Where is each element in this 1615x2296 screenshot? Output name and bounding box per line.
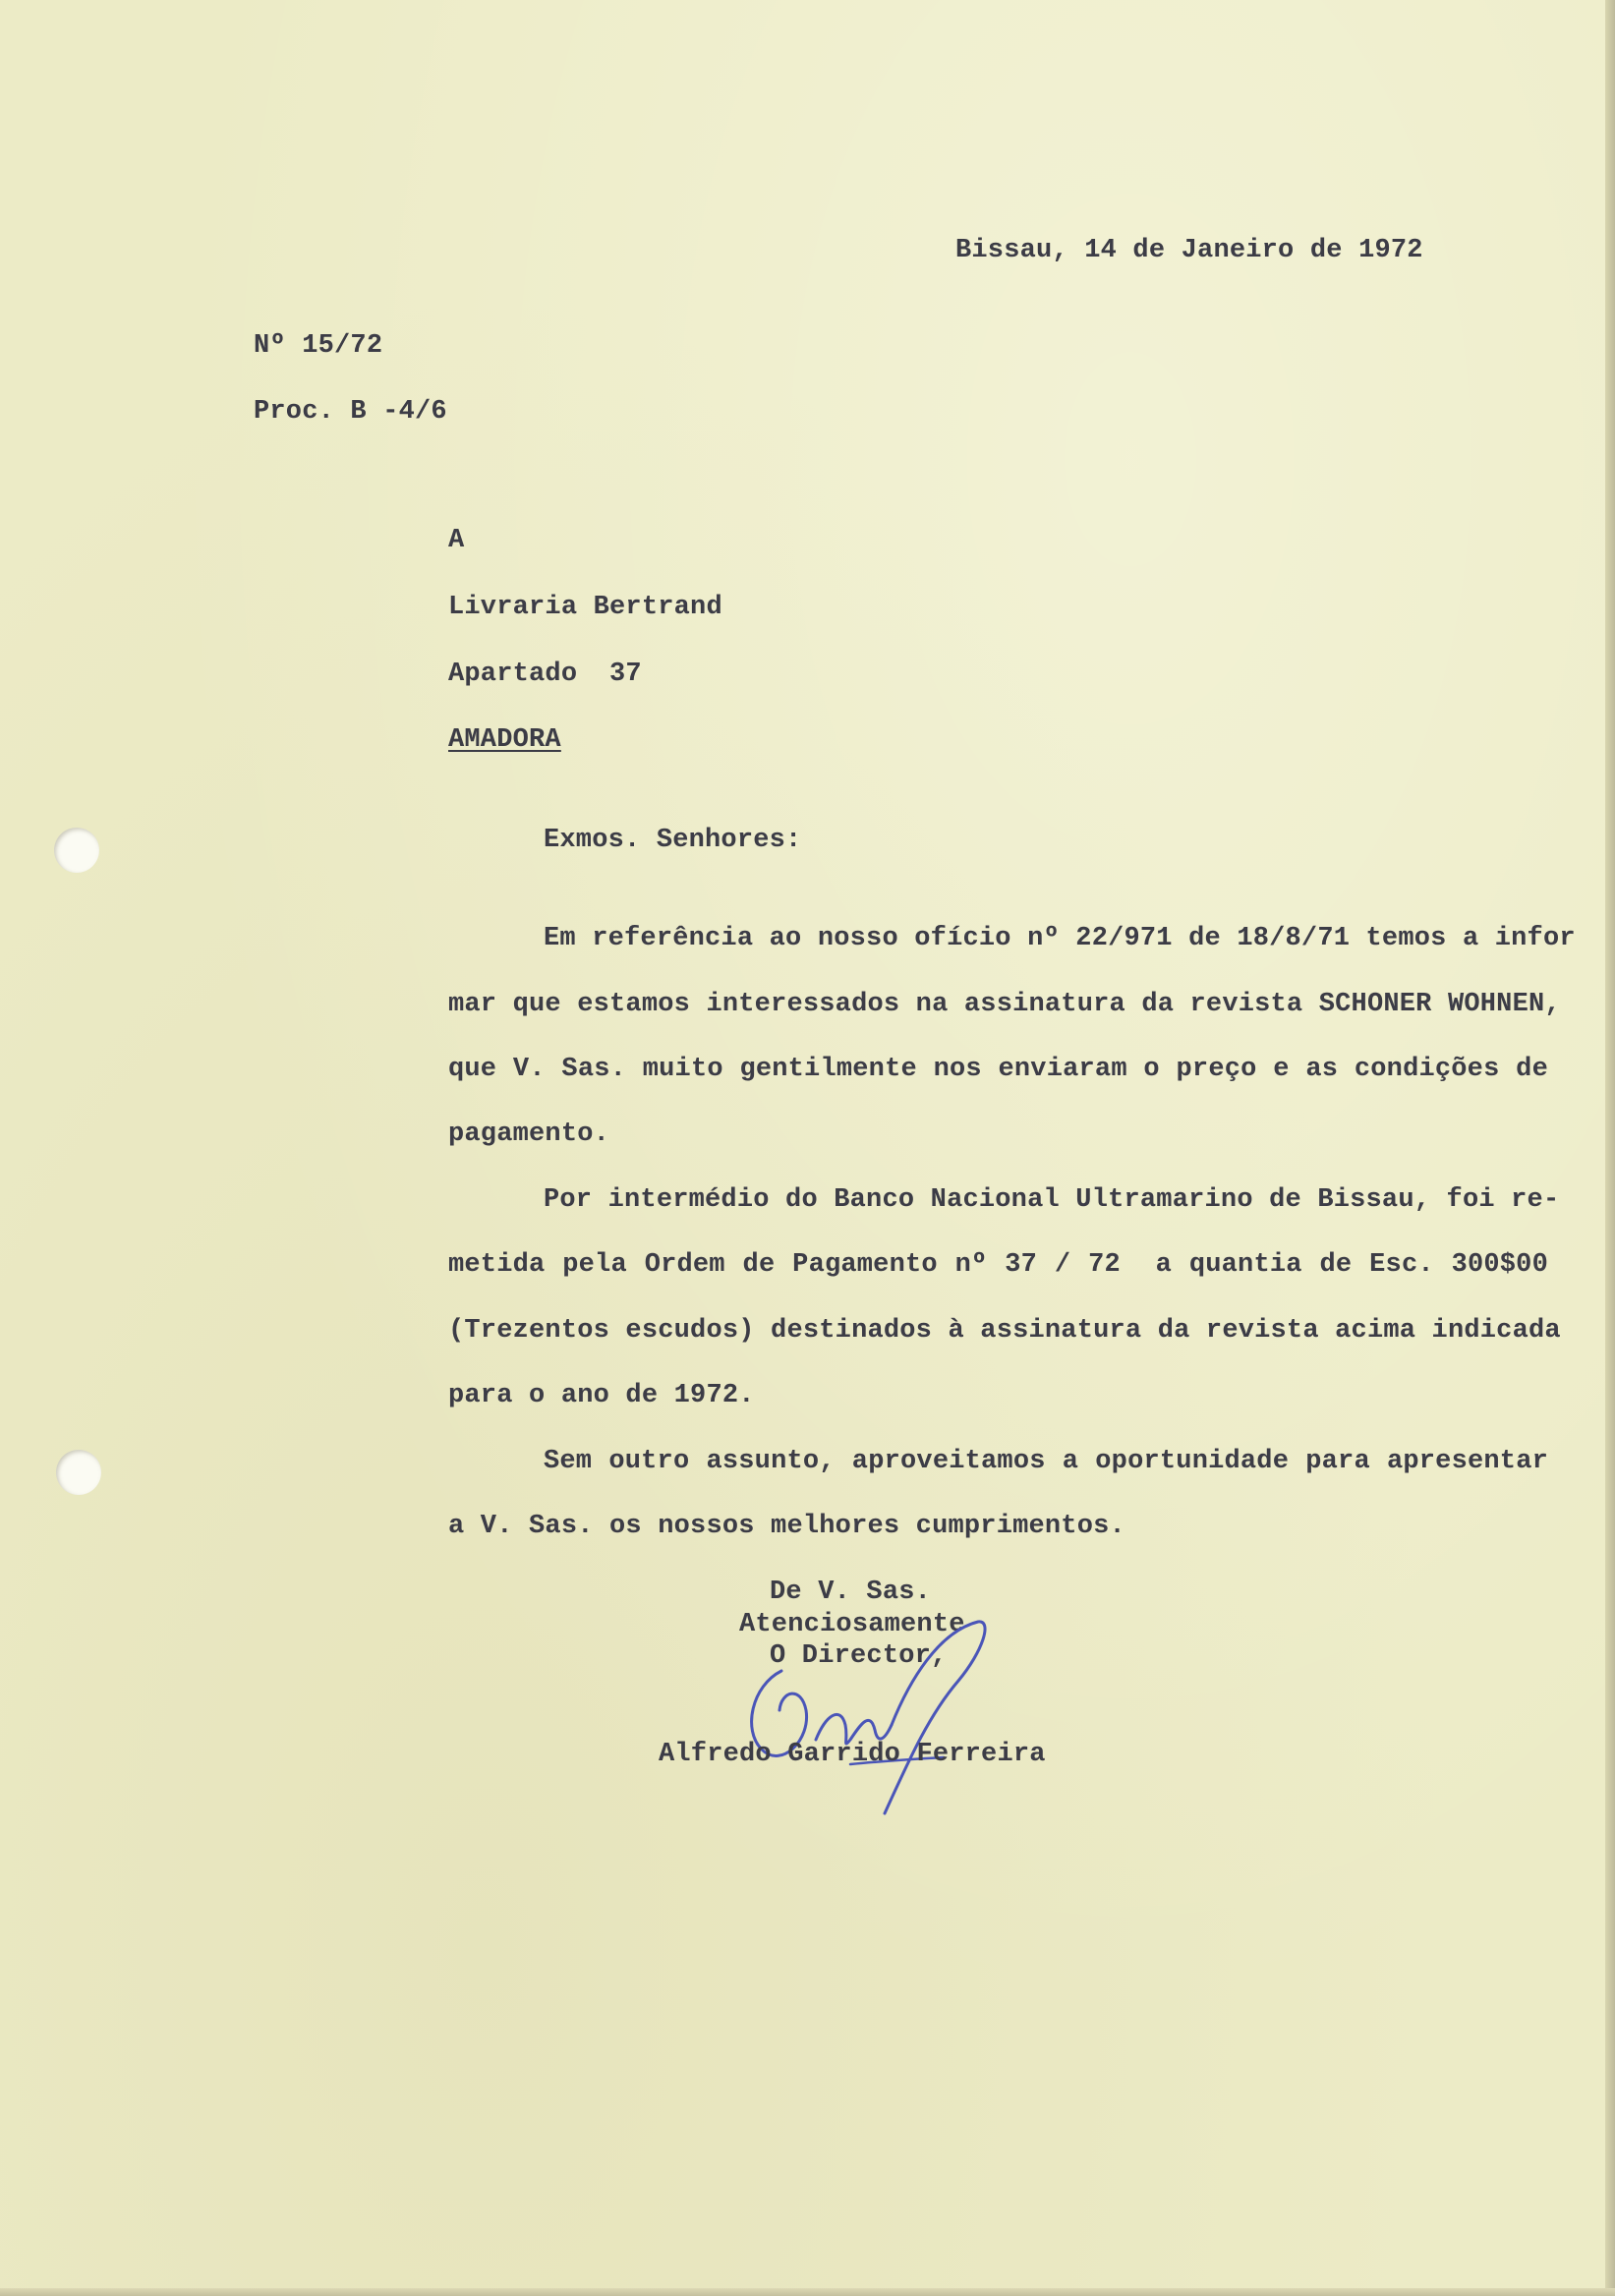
body-line: metida pela Ordem de Pagamento nº 37 / 72 a quantia de Esc. 300$00 — [448, 1250, 1548, 1280]
body-line: Sem outro assunto, aproveitamos a oportunidade para apresentar — [544, 1447, 1548, 1476]
closing-line-3: O Director, — [770, 1641, 948, 1671]
body-line: para o ano de 1972. — [448, 1381, 755, 1410]
reference-number: Nº 15/72 — [254, 331, 383, 361]
body-line: Por intermédio do Banco Nacional Ultramarino de Bissau, foi re- — [544, 1185, 1560, 1215]
closing-line-2: Atenciosamente — [739, 1610, 965, 1639]
process-number: Proc. B -4/6 — [254, 397, 447, 427]
date-line: Bissau, 14 de Janeiro de 1972 — [955, 236, 1423, 265]
address-box: Apartado 37 — [448, 660, 642, 689]
address-name: Livraria Bertrand — [448, 593, 722, 622]
body-line: a V. Sas. os nossos melhores cumprimentos. — [448, 1512, 1125, 1541]
punch-hole-bottom — [56, 1450, 101, 1495]
closing-line-1: De V. Sas. — [770, 1578, 932, 1607]
salutation: Exmos. Senhores: — [544, 826, 802, 855]
body-line: (Trezentos escudos) destinados à assinatura da revista acima indicada — [448, 1316, 1561, 1346]
body-line: pagamento. — [448, 1119, 610, 1149]
body-line: Em referência ao nosso ofício nº 22/971 de 18/8/71 temos a infor — [544, 924, 1576, 953]
body-line: que V. Sas. muito gentilmente nos enviaram o preço e as condições de — [448, 1055, 1548, 1084]
signer-name: Alfredo Garrido Ferreira — [659, 1740, 1046, 1769]
body-line: mar que estamos interessados na assinatura da revista SCHONER WOHNEN, — [448, 990, 1561, 1019]
paper-bottom-edge — [0, 2288, 1615, 2296]
address-city: AMADORA — [448, 725, 561, 755]
address-prefix: A — [448, 526, 465, 555]
handwritten-signature — [713, 1592, 1008, 1828]
paper-right-edge — [1605, 0, 1615, 2296]
punch-hole-top — [54, 828, 99, 873]
